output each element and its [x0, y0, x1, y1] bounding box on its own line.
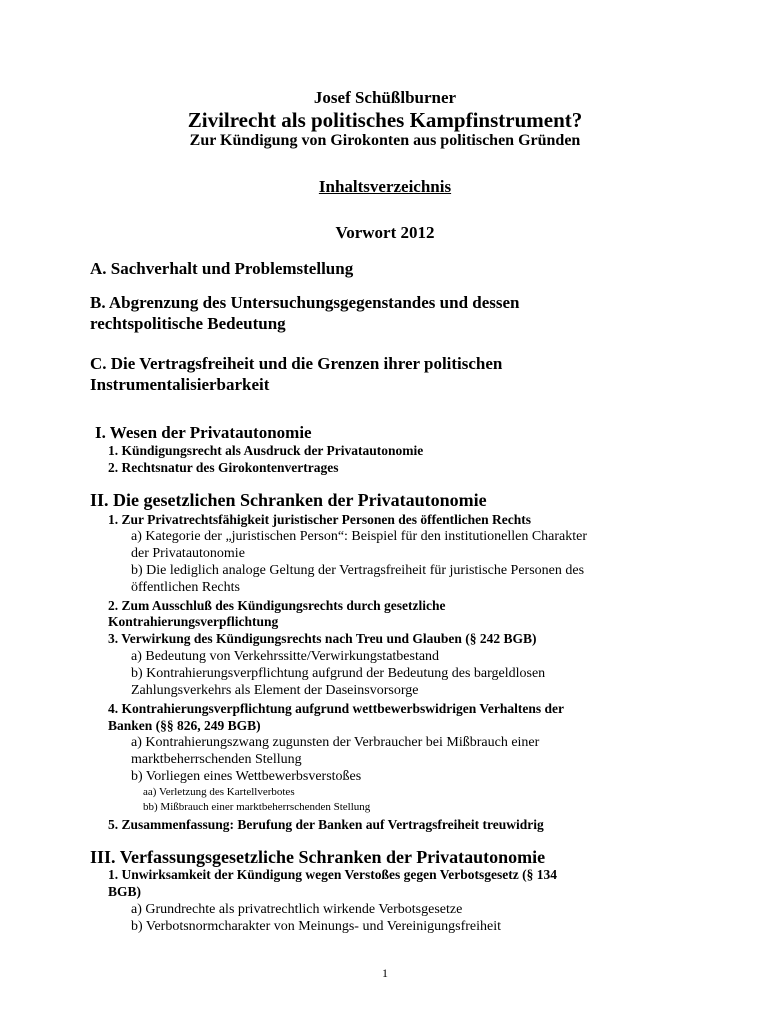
toc-heading-text: Inhaltsverzeichnis — [318, 177, 452, 196]
toc-entry-c-line1: C. Die Vertragsfreiheit und die Grenzen ihrer politischen — [90, 354, 503, 373]
toc-part-2-item-3: 3. Verwirkung des Kündigungsrechts nach Treu und Glauben (§ 242 BGB) — [108, 631, 537, 646]
toc-part-3-item-1b: b) Verbotsnormcharakter von Meinungs- und Vereinigungsfreiheit — [131, 919, 502, 934]
toc-part-2-item-4-line2: Banken (§§ 826, 249 BGB) — [108, 718, 261, 733]
toc-part-2-item-2-line1: 2. Zum Ausschluß des Kündigungsrechts durch gesetzliche — [108, 598, 446, 613]
toc-part-2-heading: II. Die gesetzlichen Schranken der Privatautonomie — [90, 490, 487, 510]
toc-part-2-item-1b-line2: öffentlichen Rechts — [131, 580, 240, 595]
toc-part-1-item-2: 2. Rechtsnatur des Girokontenvertrages — [108, 460, 339, 475]
author-name: Josef Schüßlburner — [313, 88, 457, 107]
document-title: Zivilrecht als politisches Kampfinstrument? — [187, 108, 583, 132]
toc-part-3-item-1-line1: 1. Unwirksamkeit der Kündigung wegen Verstoßes gegen Verbotsgesetz (§ 134 — [108, 867, 558, 882]
toc-part-3-item-1a: a) Grundrechte als privatrechtlich wirkende Verbotsgesetze — [131, 902, 463, 917]
toc-part-2-item-1: 1. Zur Privatrechtsfähigkeit juristischer Personen des öffentlichen Rechts — [108, 512, 531, 527]
toc-entry-b-line1: B. Abgrenzung des Untersuchungsgegenstandes und dessen — [90, 293, 520, 312]
toc-part-2-item-4-line1: 4. Kontrahierungsverpflichtung aufgrund wettbewerbswidrigen Verhaltens der — [108, 701, 565, 716]
toc-part-2-item-4a-line2: marktbeherrschenden Stellung — [131, 752, 302, 767]
toc-heading — [0, 177, 770, 197]
page-number: 1 — [382, 966, 388, 980]
toc-entry-vorwort: Vorwort 2012 — [335, 223, 435, 242]
toc-part-2-item-1a-line2: der Privatautonomie — [131, 546, 245, 561]
toc-entry-c-line2: Instrumentalisierbarkeit — [90, 375, 270, 394]
toc-part-2-item-3b-line2: Zahlungsverkehrs als Element der Daseinsvorsorge — [131, 683, 419, 698]
toc-part-1-heading: I. Wesen der Privatautonomie — [95, 423, 312, 442]
toc-part-2-item-1b-line1: b) Die lediglich analoge Geltung der Vertragsfreiheit für juristische Personen des — [131, 563, 585, 578]
toc-entry-b-line2: rechtspolitische Bedeutung — [90, 314, 286, 333]
toc-part-3-item-1-line2: BGB) — [108, 884, 142, 899]
toc-part-1-item-1: 1. Kündigungsrecht als Ausdruck der Privatautonomie — [108, 443, 424, 458]
toc-entry-a: A. Sachverhalt und Problemstellung — [90, 259, 354, 278]
toc-part-2-item-3b-line1: b) Kontrahierungsverpflichtung aufgrund der Bedeutung des bargeldlosen — [131, 666, 546, 681]
toc-part-2-item-4a-line1: a) Kontrahierungszwang zugunsten der Verbraucher bei Mißbrauch einer — [131, 735, 540, 750]
toc-part-2-item-4b: b) Vorliegen eines Wettbewerbsverstoßes — [131, 769, 362, 784]
toc-part-2-item-3a: a) Bedeutung von Verkehrssitte/Verwirkungstatbestand — [131, 649, 440, 664]
toc-part-3-heading: III. Verfassungsgesetzliche Schranken der Privatautonomie — [90, 847, 546, 867]
toc-part-2-item-1a-line1: a) Kategorie der „juristischen Person“: Beispiel für den institutionellen Charakter — [131, 529, 588, 544]
toc-part-2-item-4b-aa: aa) Verletzung des Kartellverbotes — [143, 786, 295, 798]
toc-part-2-item-4b-bb: bb) Mißbrauch einer marktbeherrschenden Stellung — [143, 801, 371, 813]
toc-part-2-item-5: 5. Zusammenfassung: Berufung der Banken auf Vertragsfreiheit treuwidrig — [108, 817, 544, 832]
document-subtitle: Zur Kündigung von Girokonten aus politischen Gründen — [189, 132, 581, 149]
toc-part-2-item-2-line2: Kontrahierungsverpflichtung — [108, 614, 279, 629]
